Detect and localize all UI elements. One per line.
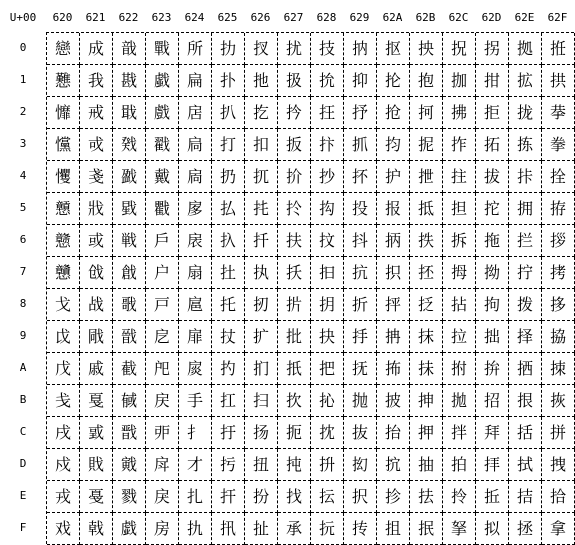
glyph-cell: 戏: [47, 513, 80, 545]
glyph-cell: 扫: [245, 385, 278, 417]
glyph-cell: 戧: [113, 257, 146, 289]
glyph-cell: 担: [443, 193, 476, 225]
column-header: 629: [349, 11, 370, 24]
glyph-cell: 抿: [410, 513, 443, 545]
column-header: 62C: [448, 11, 469, 24]
glyph-cell: 抒: [344, 97, 377, 129]
glyph-cell: 扟: [212, 513, 245, 545]
glyph-cell: 抈: [311, 289, 344, 321]
glyph-cell: 披: [377, 385, 410, 417]
glyph-cell: 拁: [443, 65, 476, 97]
glyph-cell: 拍: [443, 449, 476, 481]
glyph-cell: 拧: [509, 257, 542, 289]
glyph-cell: 戯: [113, 513, 146, 545]
row-header: 1: [19, 73, 27, 86]
glyph-cell: 戃: [47, 129, 80, 161]
glyph-cell: 扤: [245, 161, 278, 193]
glyph-cell: 払: [212, 193, 245, 225]
glyph-cell: 扺: [278, 353, 311, 385]
glyph-cell: 战: [80, 289, 113, 321]
glyph-cell: 戄: [47, 161, 80, 193]
glyph-cell: 拌: [443, 417, 476, 449]
glyph-cell: 戝: [80, 449, 113, 481]
glyph-cell: 戊: [47, 353, 80, 385]
glyph-cell: 戆: [47, 225, 80, 257]
glyph-cell: 戜: [80, 417, 113, 449]
glyph-cell: 扣: [245, 129, 278, 161]
glyph-cell: 抟: [344, 513, 377, 545]
column-header: 62E: [514, 11, 535, 24]
glyph-cell: 拸: [542, 289, 575, 321]
glyph-cell: 扪: [245, 353, 278, 385]
row-header: E: [19, 489, 27, 502]
glyph-cell: 戁: [47, 65, 80, 97]
glyph-cell: 抝: [344, 449, 377, 481]
glyph-cell: 戎: [47, 481, 80, 513]
glyph-cell: 拾: [542, 481, 575, 513]
glyph-cell: 抓: [344, 129, 377, 161]
glyph-cell: 拲: [542, 97, 575, 129]
glyph-cell: 戂: [47, 97, 80, 129]
glyph-cell: 抱: [410, 65, 443, 97]
glyph-cell: 戞: [80, 481, 113, 513]
column-header: 62B: [415, 11, 436, 24]
glyph-cell: 戴: [146, 161, 179, 193]
glyph-cell: 扳: [278, 129, 311, 161]
glyph-cell: 扠: [245, 33, 278, 65]
glyph-cell: 扭: [245, 449, 278, 481]
glyph-cell: 拀: [443, 33, 476, 65]
glyph-cell: 打: [212, 129, 245, 161]
glyph-cell: 拘: [476, 289, 509, 321]
column-header: 624: [184, 11, 205, 24]
glyph-cell: 抉: [311, 321, 344, 353]
glyph-cell: 拻: [542, 385, 575, 417]
glyph-cell: 拿: [542, 513, 575, 545]
glyph-cell: 戕: [80, 193, 113, 225]
glyph-cell: 扅: [179, 193, 212, 225]
glyph-cell: 拞: [476, 481, 509, 513]
glyph-cell: 扐: [212, 33, 245, 65]
glyph-cell: 抷: [410, 257, 443, 289]
column-header: 626: [250, 11, 271, 24]
glyph-cell: 拔: [476, 161, 509, 193]
glyph-cell: 拹: [542, 321, 575, 353]
glyph-cell: 拚: [476, 353, 509, 385]
glyph-cell: 拊: [443, 353, 476, 385]
glyph-cell: 拑: [476, 65, 509, 97]
glyph-cell: 抌: [311, 417, 344, 449]
glyph-cell: 扉: [179, 321, 212, 353]
glyph-cell: 扝: [212, 449, 245, 481]
glyph-cell: 抆: [311, 225, 344, 257]
glyph-cell: 戮: [113, 481, 146, 513]
glyph-cell: 扶: [278, 225, 311, 257]
column-header: 627: [283, 11, 304, 24]
glyph-cell: 括: [509, 417, 542, 449]
glyph-cell: 戠: [113, 33, 146, 65]
glyph-cell: 戱: [146, 65, 179, 97]
glyph-cell: 戡: [113, 65, 146, 97]
glyph-cell: 抁: [311, 65, 344, 97]
glyph-cell: 折: [344, 289, 377, 321]
glyph-cell: 托: [212, 289, 245, 321]
glyph-cell: 抂: [311, 97, 344, 129]
glyph-cell: 拽: [542, 449, 575, 481]
glyph-cell: 抣: [377, 129, 410, 161]
glyph-cell: 抃: [311, 129, 344, 161]
glyph-cell: 拜: [476, 417, 509, 449]
glyph-cell: 所: [179, 33, 212, 65]
glyph-cell: 扛: [212, 385, 245, 417]
glyph-cell: 护: [377, 161, 410, 193]
glyph-cell: 拆: [443, 225, 476, 257]
glyph-cell: 抩: [377, 321, 410, 353]
column-header: 621: [85, 11, 106, 24]
glyph-cell: 戼: [146, 417, 179, 449]
glyph-cell: 抸: [410, 289, 443, 321]
glyph-cell: 戽: [146, 449, 179, 481]
glyph-cell: 户: [146, 257, 179, 289]
glyph-cell: 扦: [245, 225, 278, 257]
glyph-cell: 拝: [476, 449, 509, 481]
glyph-cell: 戙: [80, 321, 113, 353]
glyph-cell: 招: [476, 385, 509, 417]
glyph-cell: 戈: [47, 289, 80, 321]
glyph-cell: 拟: [476, 513, 509, 545]
glyph-cell: 戗: [80, 257, 113, 289]
glyph-cell: 戳: [146, 129, 179, 161]
glyph-cell: 拱: [542, 65, 575, 97]
glyph-cell: 拪: [509, 353, 542, 385]
glyph-cell: 抡: [377, 65, 410, 97]
glyph-cell: 拐: [476, 33, 509, 65]
glyph-cell: 抻: [410, 385, 443, 417]
glyph-cell: 戌: [47, 417, 80, 449]
glyph-cell: 拦: [509, 225, 542, 257]
glyph-cell: 抠: [377, 33, 410, 65]
row-header: 0: [19, 41, 27, 54]
glyph-cell: 戵: [146, 193, 179, 225]
glyph-cell: 拡: [509, 65, 542, 97]
row-header: A: [19, 361, 27, 374]
glyph-cell: 抔: [344, 161, 377, 193]
glyph-cell: 扬: [245, 417, 278, 449]
glyph-cell: 抐: [344, 33, 377, 65]
glyph-cell: 抧: [377, 257, 410, 289]
glyph-cell: 戤: [113, 161, 146, 193]
glyph-cell: 抾: [410, 481, 443, 513]
glyph-cell: 扡: [245, 65, 278, 97]
glyph-cell: 扇: [179, 257, 212, 289]
column-header: 62F: [547, 11, 568, 24]
row-header: D: [19, 457, 27, 470]
glyph-cell: 戬: [113, 417, 146, 449]
glyph-cell: 拣: [509, 129, 542, 161]
glyph-cell: 戥: [113, 193, 146, 225]
glyph-cell: 抑: [344, 65, 377, 97]
glyph-cell: 戟: [80, 513, 113, 545]
glyph-cell: 承: [278, 513, 311, 545]
glyph-cell: 抺: [410, 353, 443, 385]
column-header: 62A: [382, 11, 403, 24]
glyph-cell: 抬: [377, 417, 410, 449]
glyph-cell: 拢: [509, 97, 542, 129]
glyph-cell: 扩: [245, 321, 278, 353]
glyph-cell: 戻: [146, 385, 179, 417]
glyph-cell: 戓: [80, 129, 113, 161]
glyph-cell: 扔: [212, 161, 245, 193]
glyph-cell: 抎: [311, 481, 344, 513]
glyph-cell: 扁: [179, 65, 212, 97]
glyph-cell: 抏: [311, 513, 344, 545]
glyph-cell: 扗: [212, 257, 245, 289]
glyph-cell: 抭: [377, 449, 410, 481]
glyph-cell: 扻: [278, 385, 311, 417]
glyph-cell: 戫: [113, 385, 146, 417]
glyph-cell: 或: [80, 225, 113, 257]
corner-label: U+00: [9, 11, 37, 24]
glyph-cell: 抗: [344, 257, 377, 289]
glyph-cell: 拖: [476, 225, 509, 257]
glyph-cell: 抦: [377, 225, 410, 257]
glyph-cell: 扏: [179, 513, 212, 545]
glyph-cell: 抇: [311, 257, 344, 289]
glyph-cell: 戢: [113, 97, 146, 129]
column-header: 625: [217, 11, 238, 24]
glyph-cell: 拳: [542, 129, 575, 161]
glyph-cell: 択: [344, 481, 377, 513]
glyph-cell: 扚: [212, 353, 245, 385]
glyph-cell: 抛: [344, 385, 377, 417]
glyph-cell: 戦: [113, 225, 146, 257]
glyph-cell: 抍: [311, 449, 344, 481]
column-header: 62D: [481, 11, 502, 24]
glyph-cell: 执: [245, 257, 278, 289]
glyph-cell: 戨: [113, 289, 146, 321]
glyph-cell: 扃: [179, 129, 212, 161]
glyph-cell: 扵: [278, 193, 311, 225]
glyph-cell: 拕: [476, 193, 509, 225]
glyph-cell: 抵: [410, 193, 443, 225]
glyph-cell: 抶: [410, 225, 443, 257]
glyph-cell: 拰: [542, 33, 575, 65]
glyph-cell: 抖: [344, 225, 377, 257]
glyph-cell: 成: [80, 33, 113, 65]
glyph-cell: 戛: [80, 385, 113, 417]
glyph-cell: 抄: [311, 161, 344, 193]
row-header: 4: [19, 169, 27, 182]
glyph-cell: 拓: [476, 129, 509, 161]
glyph-cell: 拠: [509, 33, 542, 65]
glyph-cell: 戀: [47, 33, 80, 65]
glyph-cell: 拋: [443, 385, 476, 417]
glyph-cell: 戸: [146, 289, 179, 321]
glyph-cell: 拵: [542, 193, 575, 225]
glyph-cell: 扰: [278, 33, 311, 65]
glyph-cell: 扴: [278, 161, 311, 193]
glyph-cell: 拗: [476, 257, 509, 289]
glyph-cell: 戋: [47, 385, 80, 417]
column-header: 628: [316, 11, 337, 24]
glyph-cell: 抢: [377, 97, 410, 129]
glyph-cell: 扖: [212, 225, 245, 257]
glyph-cell: 戒: [80, 97, 113, 129]
glyph-cell: 扌: [179, 417, 212, 449]
glyph-cell: 扑: [212, 65, 245, 97]
glyph-cell: 拏: [443, 513, 476, 545]
glyph-cell: 扥: [245, 193, 278, 225]
glyph-cell: 抮: [377, 481, 410, 513]
glyph-cell: 戰: [146, 33, 179, 65]
glyph-cell: 戺: [146, 353, 179, 385]
glyph-cell: 抙: [344, 321, 377, 353]
glyph-cell: 扷: [278, 257, 311, 289]
column-header: 623: [151, 11, 172, 24]
row-header: 9: [19, 329, 27, 342]
glyph-cell: 戚: [80, 353, 113, 385]
glyph-cell: 找: [278, 481, 311, 513]
glyph-cell: 扞: [212, 481, 245, 513]
glyph-cell: 拶: [542, 225, 575, 257]
glyph-cell: 才: [179, 449, 212, 481]
glyph-cell: 扢: [245, 97, 278, 129]
row-header: 5: [19, 201, 27, 214]
row-header: 7: [19, 265, 27, 278]
glyph-cell: 拤: [509, 161, 542, 193]
glyph-cell: 手: [179, 385, 212, 417]
row-header: C: [19, 425, 27, 438]
glyph-cell: 择: [509, 321, 542, 353]
glyph-cell: 扈: [179, 289, 212, 321]
glyph-cell: 拃: [443, 129, 476, 161]
glyph-cell: 抋: [311, 385, 344, 417]
glyph-cell: 我: [80, 65, 113, 97]
glyph-cell: 技: [311, 33, 344, 65]
glyph-cell: 抚: [344, 353, 377, 385]
glyph-cell: 戅: [47, 193, 80, 225]
glyph-cell: 扄: [179, 161, 212, 193]
glyph-cell: 拺: [542, 353, 575, 385]
glyph-cell: 扂: [179, 97, 212, 129]
glyph-cell: 戣: [113, 129, 146, 161]
glyph-cell: 拷: [542, 257, 575, 289]
row-header: 6: [19, 233, 27, 246]
glyph-cell: 扒: [212, 97, 245, 129]
glyph-cell: 戇: [47, 257, 80, 289]
glyph-cell: 拭: [509, 449, 542, 481]
glyph-cell: 拴: [542, 161, 575, 193]
glyph-cell: 扽: [278, 449, 311, 481]
glyph-cell: 拯: [509, 513, 542, 545]
glyph-cell: 扆: [179, 225, 212, 257]
glyph-cell: 抪: [377, 353, 410, 385]
glyph-cell: 戶: [146, 225, 179, 257]
glyph-cell: 戍: [47, 449, 80, 481]
glyph-cell: 抲: [410, 97, 443, 129]
glyph-cell: 扮: [245, 481, 278, 513]
glyph-cell: 戔: [80, 161, 113, 193]
glyph-cell: 扎: [179, 481, 212, 513]
glyph-cell: 拒: [476, 97, 509, 129]
glyph-cell: 扸: [278, 289, 311, 321]
glyph-cell: 拂: [443, 97, 476, 129]
glyph-cell: 扯: [245, 513, 278, 545]
glyph-cell: 拄: [443, 161, 476, 193]
column-header: 620: [52, 11, 73, 24]
glyph-cell: 截: [113, 353, 146, 385]
glyph-cell: 抅: [311, 193, 344, 225]
glyph-cell: 扨: [245, 289, 278, 321]
glyph-cell: 戹: [146, 321, 179, 353]
glyph-cell: 批: [278, 321, 311, 353]
glyph-cell: 拼: [542, 417, 575, 449]
glyph-cell: 抰: [410, 33, 443, 65]
glyph-cell: 戩: [113, 321, 146, 353]
glyph-cell: 抨: [377, 289, 410, 321]
glyph-cell: 扱: [278, 65, 311, 97]
glyph-cell: 拉: [443, 321, 476, 353]
glyph-cell: 拫: [509, 385, 542, 417]
glyph-cell: 抯: [377, 513, 410, 545]
glyph-cell: 扼: [278, 417, 311, 449]
glyph-cell: 投: [344, 193, 377, 225]
glyph-cell: 抜: [344, 417, 377, 449]
row-header: B: [19, 393, 27, 406]
glyph-cell: 拮: [509, 481, 542, 513]
glyph-cell: 拥: [509, 193, 542, 225]
glyph-cell: 拙: [476, 321, 509, 353]
glyph-cell: 押: [410, 417, 443, 449]
glyph-cell: 扜: [212, 417, 245, 449]
glyph-cell: 抽: [410, 449, 443, 481]
glyph-cell: 扊: [179, 353, 212, 385]
glyph-cell: 戉: [47, 321, 80, 353]
glyph-cell: 抹: [410, 321, 443, 353]
glyph-cell: 拨: [509, 289, 542, 321]
glyph-cell: 拈: [443, 289, 476, 321]
row-header: 2: [19, 105, 27, 118]
glyph-cell: 房: [146, 513, 179, 545]
row-header: 8: [19, 297, 27, 310]
glyph-cell: 戾: [146, 481, 179, 513]
row-header: F: [19, 521, 27, 534]
glyph-cell: 扙: [212, 321, 245, 353]
glyph-cell: 把: [311, 353, 344, 385]
glyph-grid: [46, 32, 574, 544]
row-header: 3: [19, 137, 27, 150]
glyph-cell: 扲: [278, 97, 311, 129]
glyph-cell: 拎: [443, 481, 476, 513]
glyph-cell: 戲: [146, 97, 179, 129]
column-header: 622: [118, 11, 139, 24]
glyph-cell: 拇: [443, 257, 476, 289]
glyph-cell: 戭: [113, 449, 146, 481]
glyph-cell: 报: [377, 193, 410, 225]
glyph-cell: 抳: [410, 129, 443, 161]
glyph-cell: 抴: [410, 161, 443, 193]
